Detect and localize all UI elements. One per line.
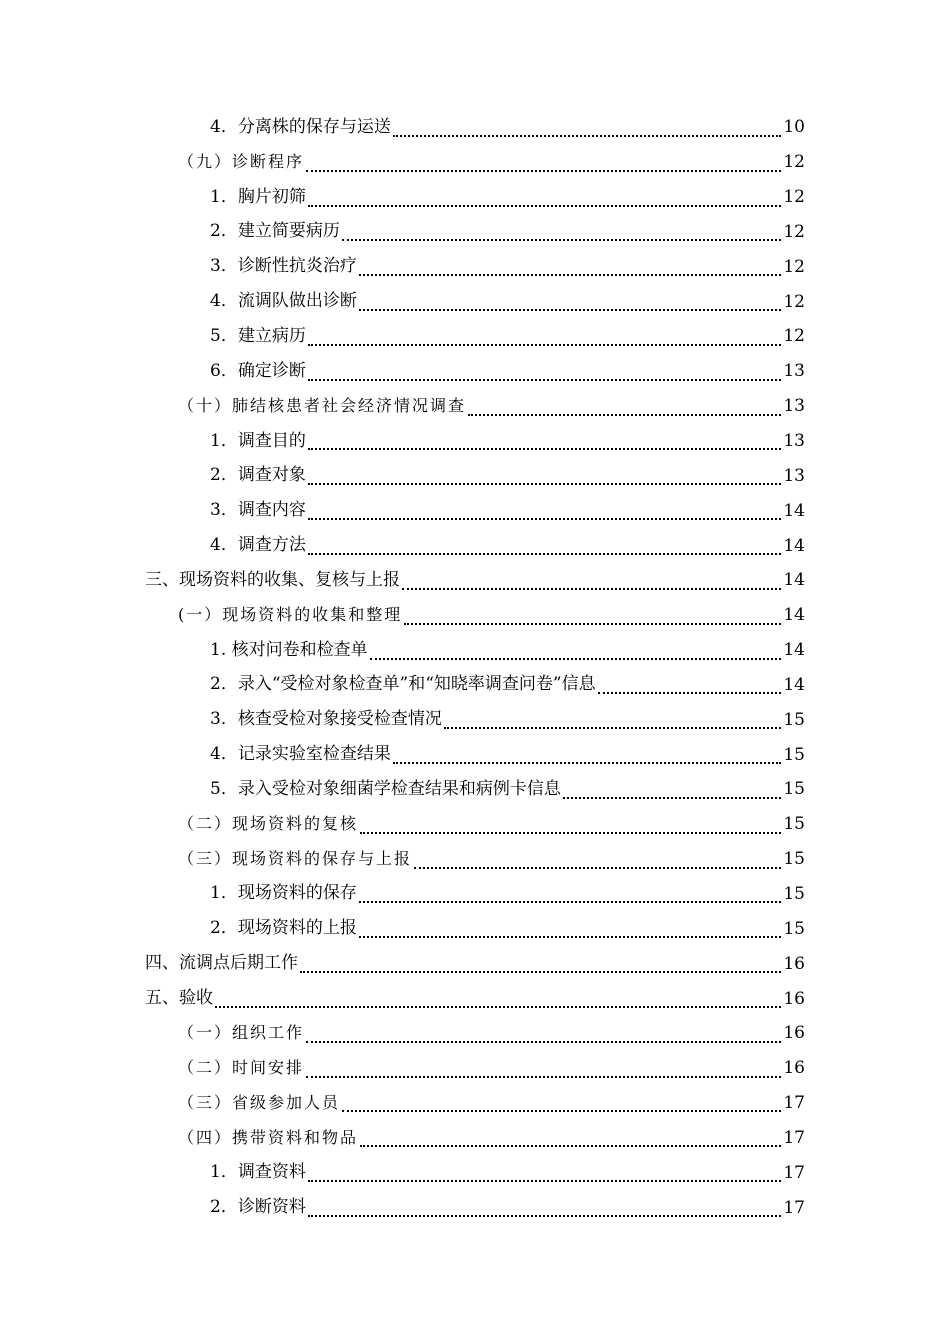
toc-entry-title: 5．录入受检对象细菌学检查结果和病例卡信息: [210, 778, 561, 799]
toc-entry-title: 4．流调队做出诊断: [210, 291, 357, 312]
dot-leader: [308, 1179, 782, 1182]
toc-entry-page-number: 12: [783, 291, 805, 312]
toc-entry[interactable]: [0, 528, 950, 563]
toc-entry-title: （二）时间安排: [178, 1058, 305, 1078]
toc-entry-title: 2．调查对象: [210, 465, 306, 486]
toc-entry-title: (一）现场资料的收集和整理: [178, 605, 403, 625]
toc-entry-page-number: 13: [783, 361, 805, 382]
toc-entry-page-number: 13: [783, 431, 805, 452]
toc-entry-page-number: 17: [783, 1127, 805, 1148]
toc-entry[interactable]: [0, 772, 950, 807]
toc-entry[interactable]: [0, 842, 950, 877]
toc-entry-title: 3．调查内容: [210, 500, 306, 521]
toc-entry-title: 4．分离株的保存与运送: [210, 116, 391, 137]
dot-leader: [402, 587, 781, 590]
toc-entry-page-number: 12: [783, 187, 805, 208]
toc-entry-title: 1．现场资料的保存: [210, 883, 357, 904]
toc-entry[interactable]: [0, 1051, 950, 1086]
toc-entry-title: （三）现场资料的保存与上报: [178, 849, 413, 869]
toc-entry-page-number: 17: [783, 1093, 805, 1114]
toc-entry-page-number: 14: [783, 674, 805, 695]
toc-entry-title: （十）肺结核患者社会经济情况调查: [178, 396, 467, 416]
toc-entry[interactable]: [0, 1190, 950, 1225]
toc-entry-title: （九）诊断程序: [178, 152, 305, 172]
toc-entry-page-number: 17: [783, 1162, 805, 1183]
toc-entry-page-number: 17: [783, 1197, 805, 1218]
toc-entry[interactable]: [0, 493, 950, 528]
toc-entry-page-number: 16: [783, 953, 805, 974]
toc-entry-page-number: 14: [783, 640, 805, 661]
toc-entry[interactable]: [0, 737, 950, 772]
toc-entry-page-number: 14: [783, 535, 805, 556]
dot-leader: [360, 831, 781, 834]
toc-entry-title: 4．调查方法: [210, 535, 306, 556]
toc-entry-page-number: 14: [783, 570, 805, 591]
toc-entry-title: 3．诊断性抗炎治疗: [210, 256, 357, 277]
toc-entry-title: 1．胸片初筛: [210, 186, 306, 207]
toc-entry[interactable]: [0, 668, 950, 703]
toc-entry[interactable]: [0, 319, 950, 354]
dot-leader: [359, 935, 782, 938]
toc-entry[interactable]: [0, 458, 950, 493]
toc-entry-page-number: 16: [783, 988, 805, 1009]
dot-leader: [359, 900, 782, 903]
toc-entry-title: 五、验收: [145, 988, 213, 1009]
toc-entry[interactable]: [0, 877, 950, 912]
toc-entry[interactable]: [0, 563, 950, 598]
toc-entry-page-number: 15: [783, 709, 805, 730]
toc-entry[interactable]: [0, 249, 950, 284]
dot-leader: [215, 1005, 781, 1008]
dot-leader: [444, 726, 782, 729]
dot-leader: [342, 238, 782, 241]
toc-entry[interactable]: [0, 284, 950, 319]
dot-leader: [468, 413, 781, 416]
dot-leader: [306, 1040, 781, 1043]
toc-entry-title: 2．现场资料的上报: [210, 918, 357, 939]
toc-entry-page-number: 13: [783, 465, 805, 486]
toc-entry-page-number: 14: [783, 605, 805, 626]
toc-entry[interactable]: [0, 1016, 950, 1051]
toc-entry[interactable]: [0, 389, 950, 424]
toc-entry-title: 1．调查目的: [210, 430, 306, 451]
toc-entry[interactable]: [0, 354, 950, 389]
toc-entry-title: （四）携带资料和物品: [178, 1127, 359, 1147]
toc-entry-title: 4．记录实验室检查结果: [210, 744, 391, 765]
toc-entry-title: （一）组织工作: [178, 1023, 305, 1043]
toc-entry[interactable]: [0, 946, 950, 981]
toc-entry-page-number: 12: [783, 256, 805, 277]
dot-leader: [308, 378, 782, 381]
dot-leader: [308, 517, 782, 520]
dot-leader: [414, 866, 781, 869]
toc-entry-title: 6．确定诊断: [210, 360, 306, 381]
toc-entry[interactable]: [0, 807, 950, 842]
toc-entry-title: 1. 核对问卷和检查单: [210, 639, 368, 660]
dot-leader: [404, 622, 781, 625]
toc-entry[interactable]: [0, 702, 950, 737]
dot-leader: [306, 169, 781, 172]
toc-entry-title: （三）省级参加人员: [178, 1093, 341, 1113]
toc-entry[interactable]: [0, 911, 950, 946]
dot-leader: [308, 552, 782, 555]
toc-entry-page-number: 14: [783, 500, 805, 521]
toc-entry[interactable]: [0, 598, 950, 633]
toc-entry[interactable]: [0, 145, 950, 180]
toc-entry[interactable]: [0, 1086, 950, 1121]
toc-entry-page-number: 12: [783, 326, 805, 347]
toc-entry-title: 四、流调点后期工作: [145, 953, 298, 974]
toc-entry[interactable]: [0, 180, 950, 215]
toc-entry[interactable]: [0, 633, 950, 668]
dot-leader: [308, 447, 782, 450]
toc-entry-page-number: 10: [783, 117, 805, 138]
dot-leader: [370, 657, 782, 660]
dot-leader: [359, 273, 782, 276]
toc-entry-title: （二）现场资料的复核: [178, 814, 359, 834]
dot-leader: [393, 134, 782, 137]
toc-entry[interactable]: [0, 215, 950, 250]
toc-entry-page-number: 16: [783, 1058, 805, 1079]
toc-entry-page-number: 15: [783, 849, 805, 870]
table-of-contents: [0, 110, 950, 1225]
dot-leader: [308, 482, 782, 485]
dot-leader: [342, 1109, 781, 1112]
toc-entry[interactable]: [0, 1120, 950, 1155]
toc-entry-page-number: 15: [783, 918, 805, 939]
toc-entry-page-number: 15: [783, 883, 805, 904]
dot-leader: [308, 204, 782, 207]
dot-leader: [393, 761, 782, 764]
toc-entry-title: 5．建立病历: [210, 325, 306, 346]
dot-leader: [563, 796, 782, 799]
toc-entry-page-number: 16: [783, 1023, 805, 1044]
toc-entry-page-number: 13: [783, 396, 805, 417]
toc-entry-page-number: 12: [783, 152, 805, 173]
toc-entry[interactable]: [0, 1155, 950, 1190]
toc-entry[interactable]: [0, 981, 950, 1016]
dot-leader: [300, 970, 781, 973]
toc-entry-page-number: 12: [783, 221, 805, 242]
toc-entry-page-number: 15: [783, 744, 805, 765]
toc-entry-title: 2．录入“受检对象检查单”和“知晓率调查问卷”信息: [210, 674, 596, 695]
dot-leader: [598, 691, 782, 694]
toc-entry-title: 2．建立简要病历: [210, 221, 340, 242]
toc-entry-title: 3．核查受检对象接受检查情况: [210, 709, 442, 730]
dot-leader: [360, 1144, 781, 1147]
toc-entry-title: 2．诊断资料: [210, 1197, 306, 1218]
toc-entry-page-number: 15: [783, 779, 805, 800]
dot-leader: [359, 308, 782, 311]
dot-leader: [308, 1214, 782, 1217]
toc-entry-title: 1．调查资料: [210, 1162, 306, 1183]
toc-entry-page-number: 15: [783, 814, 805, 835]
toc-entry[interactable]: [0, 424, 950, 459]
dot-leader: [308, 343, 782, 346]
dot-leader: [306, 1075, 781, 1078]
toc-entry-title: 三、现场资料的收集、复核与上报: [145, 569, 400, 590]
toc-entry[interactable]: [0, 110, 950, 145]
